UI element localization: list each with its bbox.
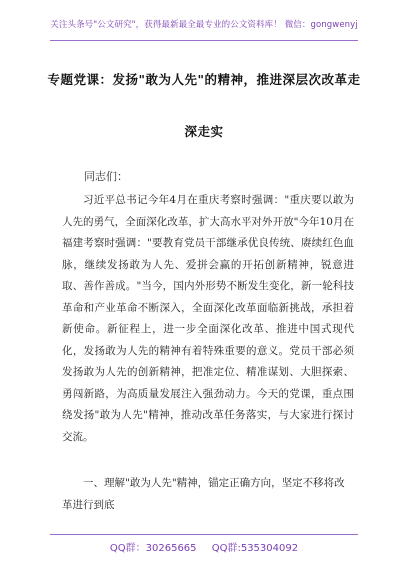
section-heading: 一、理解"敢为人先"精神，锚定正确方向，坚定不移将改革进行到底 bbox=[62, 477, 345, 511]
header-divider bbox=[50, 40, 358, 41]
salutation: 同志们： bbox=[84, 170, 128, 183]
footer-contact bbox=[0, 539, 408, 554]
footer-qq-group-1: QQ群：30265665 bbox=[109, 543, 197, 554]
footer-qq-group-2: QQ群:535304092 bbox=[211, 543, 299, 554]
header-banner: 关注头条号"公文研究"，获得最新最全最专业的公文资料库！ 微信：gongwenyj bbox=[50, 20, 358, 30]
document-title-line-2: 深走实 bbox=[184, 124, 224, 139]
body-paragraph: 习近平总书记今年4月在重庆考察时强调："重庆要以敢为人先的勇气，全面深化改革，扩大高水平对外开放"今年10月在福建考察时强调："要教育党员干部继承优良传统、赓续红色血脉，继续发扬敢为人先、爱拼会赢的开拓创新精神，锐意进取、善作善成。"当今，国内外形势不断发生变化，新一轮科技革命和产业革命不断深入，全面深化改革面临新挑战，承担着新使命。新征程上，进一步全面深化改革、推进中国式现代化，发扬敢为人先的精神有着特殊重要的意义。党员干部必须发扬敢为人先的创新精神，把准定位、精准谋划、大胆探索、勇闯新路，为高质量发展注入强劲动力。今天的党课，重点围绕发扬"敢为人先"精神，推动改革任务落实，与大家进行探讨交流。 bbox=[62, 194, 354, 443]
document-title-line-1: 专题党课：发扬"敢为人先"的精神，推进深层次改革走 bbox=[47, 72, 361, 87]
footer-divider bbox=[50, 534, 358, 535]
